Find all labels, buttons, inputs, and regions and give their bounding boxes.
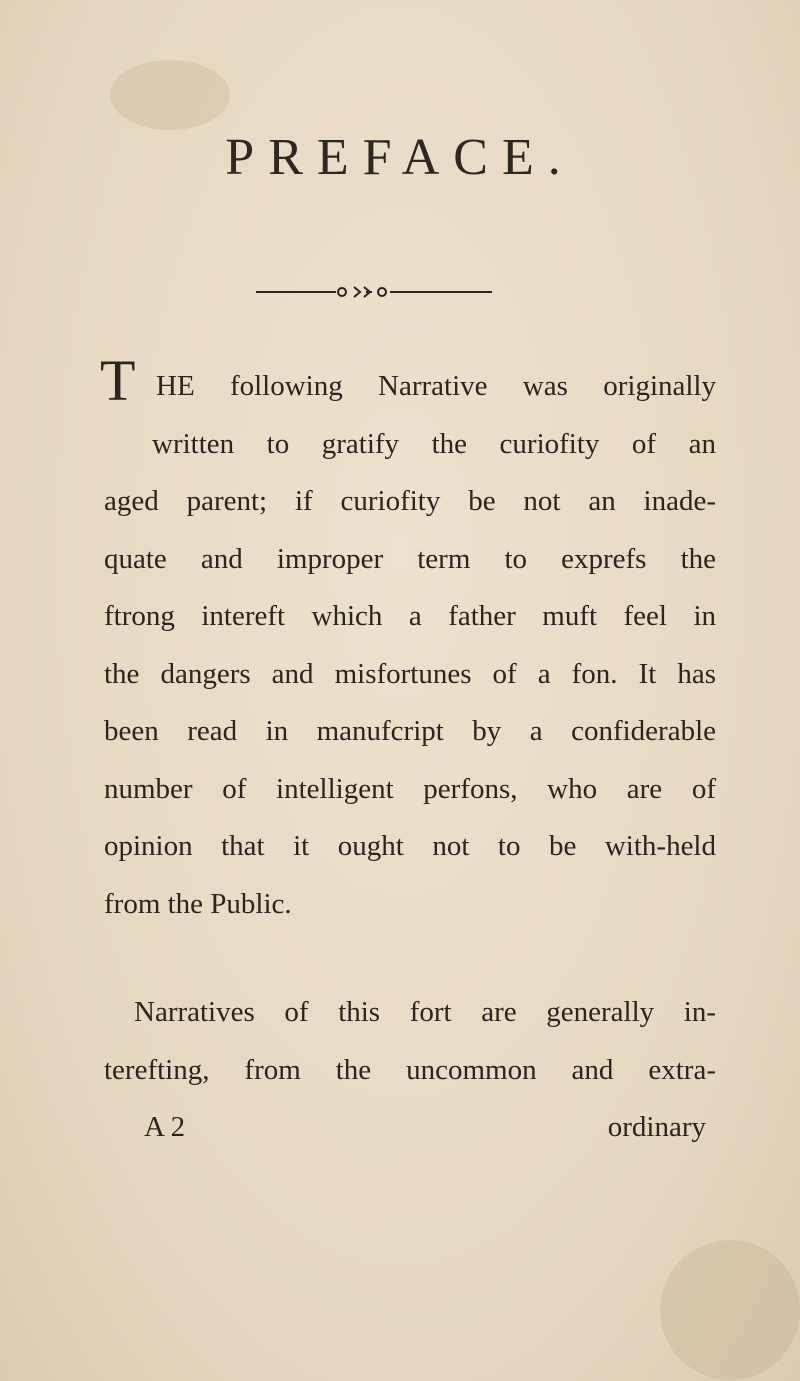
- text-line: been read in manufcript by a confiderable: [104, 715, 716, 747]
- text-line: Narratives of this fort are generally in-: [134, 996, 716, 1028]
- ornament-rule-icon: [256, 284, 492, 300]
- text-line: the dangers and misfortunes of a fon. It has: [104, 657, 716, 690]
- page-stain: [110, 60, 230, 130]
- text-line: ftrong intereft which a father muft feel in: [104, 600, 716, 632]
- text-line: opinion that it ought not to be with-held: [104, 830, 716, 862]
- text-line: aged parent; if curiofity be not an inade-: [104, 485, 716, 517]
- text-line: from the Public.: [104, 887, 292, 920]
- drop-cap: T: [100, 348, 136, 413]
- page-title: PREFACE.: [225, 129, 575, 186]
- page-stain: [660, 1240, 800, 1380]
- preface-text: [100, 348, 716, 1157]
- text-line: T HE following Narrative was originally: [100, 348, 716, 413]
- text-line: number of intelligent perfons, who are of: [104, 772, 716, 805]
- page-footer: [104, 1099, 716, 1157]
- paragraph-2: [104, 984, 716, 1099]
- text-line: quate and improper term to exprefs the: [104, 542, 716, 575]
- text-line: terefting, from the uncommon and extra-: [104, 1053, 716, 1086]
- catchword: ordinary: [607, 1111, 706, 1143]
- signature-mark: A 2: [144, 1111, 186, 1143]
- text-line: written to gratify the curiofity of an: [152, 427, 716, 460]
